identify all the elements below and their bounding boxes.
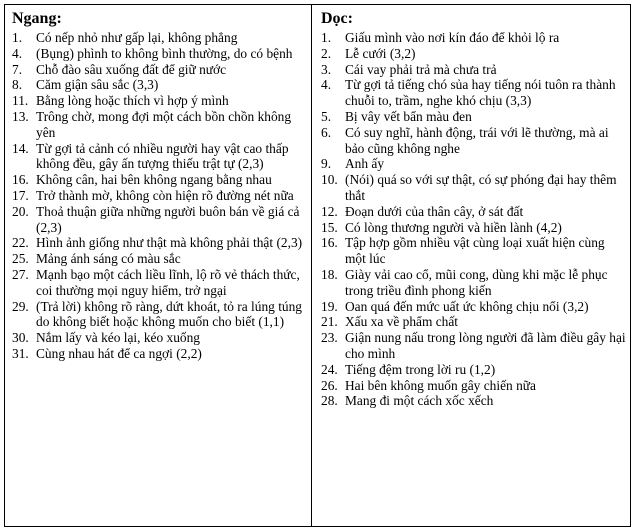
clue-text: Hình ảnh giống như thật mà không phải thật (2,3): [36, 235, 303, 251]
across-clue: [12, 267, 308, 299]
across-clue: [12, 330, 308, 346]
across-clue: [12, 62, 308, 78]
down-clue: [321, 235, 627, 267]
clue-number: 5.: [321, 108, 332, 124]
down-clue: [321, 204, 627, 220]
clue-text: Lễ cưới (3,2): [345, 45, 416, 61]
across-clue: [12, 204, 308, 236]
across-clue: [12, 251, 308, 267]
clue-text: Có suy nghĩ, hành động, trái với lẽ thường, mà ai bảo cũng không nghe: [345, 124, 609, 156]
clue-number: 19.: [321, 298, 338, 314]
clue-text: Mảng ánh sáng có màu sắc: [36, 251, 181, 267]
across-clue: [12, 109, 308, 141]
across-column: [5, 5, 312, 526]
clue-number: 22.: [12, 235, 29, 251]
across-clue: [12, 93, 308, 109]
clue-number: 4.: [12, 45, 23, 61]
clue-text: Trông chờ, mong đợi một cách bồn chồn không yên: [36, 108, 292, 140]
clue-number: 2.: [321, 45, 332, 61]
clue-text: Có lòng thương người và hiền lành (4,2): [345, 219, 562, 235]
clue-number: 23.: [321, 330, 338, 346]
down-clue: [321, 378, 627, 394]
clue-text: Tiếng đệm trong lời ru (1,2): [345, 361, 496, 377]
clue-text: Giày vải cao cổ, mũi cong, dùng khi mặc lễ phục trong triều đình phong kiến: [345, 266, 608, 298]
clue-number: 20.: [12, 203, 29, 219]
clue-text: Xấu xa về phẩm chất: [345, 314, 459, 330]
clue-text: Nắm lấy và kéo lại, kéo xuống: [36, 330, 200, 346]
clue-text: Giận nung nấu trong lòng người đã làm điều gây hại cho mình: [345, 330, 626, 361]
across-clue: [12, 235, 308, 251]
clue-text: Mạnh bạo một cách liều lĩnh, lộ rõ vẻ thách thức, coi thường mọi nguy hiểm, trở ngại: [36, 266, 300, 298]
clue-text: Chỗ đào sâu xuống đất để giữ nước: [36, 61, 227, 77]
across-clue: [12, 299, 308, 331]
clue-number: 28.: [321, 393, 338, 409]
clue-number: 21.: [321, 314, 338, 330]
clue-text: Hai bên không muốn gây chiến nữa: [345, 377, 536, 393]
clue-number: 30.: [12, 330, 29, 346]
clue-number: 13.: [12, 108, 29, 124]
clue-number: 24.: [321, 361, 338, 377]
clue-number: 10.: [321, 172, 338, 188]
clue-number: 16.: [321, 235, 338, 251]
clue-number: 14.: [12, 140, 29, 156]
clue-text: Có nếp nhỏ như gấp lại, không phẳng: [36, 30, 238, 45]
down-clue: [321, 362, 627, 378]
clue-text: Mang đi một cách xốc xếch: [345, 393, 494, 409]
across-clue-list: [12, 30, 308, 362]
clue-text: Bằng lòng hoặc thích vì hợp ý mình: [36, 93, 229, 109]
clue-text: Đoạn dưới của thân cây, ở sát đất: [345, 203, 524, 219]
across-clue: [12, 46, 308, 62]
clue-number: 11.: [12, 93, 29, 109]
clue-number: 15.: [321, 219, 338, 235]
down-clue: [321, 267, 627, 299]
clue-text: Cùng nhau hát để ca ngợi (2,2): [36, 345, 202, 361]
clue-number: 6.: [321, 124, 332, 140]
clue-text: Cái vay phải trả mà chưa trả: [345, 61, 497, 77]
down-clue: [321, 393, 627, 409]
clue-number: 25.: [12, 251, 29, 267]
down-clue: [321, 314, 627, 330]
down-clue: [321, 330, 627, 362]
clue-number: 3.: [321, 61, 332, 77]
clue-text: (Bụng) phình to không bình thường, do có bệnh: [36, 45, 293, 61]
down-clue: [321, 109, 627, 125]
down-clue: [321, 30, 627, 46]
clue-text: (Nói) quá so với sự thật, có sự phóng đại hay thêm thắt: [345, 172, 617, 203]
clue-number: 27.: [12, 266, 29, 282]
clue-text: Anh ấy: [345, 156, 385, 172]
clue-number: 29.: [12, 298, 29, 314]
across-clue: [12, 172, 308, 188]
clue-text: Từ gợi tả cảnh có nhiều người hay vật cao thấp không đều, gây ấn tượng thiếu trật tự (2,3): [36, 140, 289, 172]
clue-number: 26.: [321, 377, 338, 393]
clue-number: 17.: [12, 187, 29, 203]
down-clue: [321, 156, 627, 172]
clue-number: 12.: [321, 203, 338, 219]
down-clue: [321, 62, 627, 78]
across-clue: [12, 141, 308, 173]
clue-text: Giấu mình vào nơi kín đáo để khỏi lộ ra: [345, 30, 560, 45]
across-heading: Ngang:: [12, 10, 62, 27]
down-clue: [321, 172, 627, 204]
down-clue: [321, 46, 627, 62]
down-column: [312, 5, 630, 526]
clue-text: Từ gợi tả tiếng chó sủa hay tiếng nói tuôn ra thành chuỗi to, trầm, nghe khó chịu (3,3): [345, 77, 616, 109]
clue-text: Căm giận sâu sắc (3,3): [36, 77, 159, 93]
clue-text: (Trả lời) không rõ ràng, dứt khoát, tỏ ra lúng túng do không biết hoặc không muốn cho biết (1,1): [36, 298, 303, 330]
clue-text: Thoả thuận giữa những người buôn bán về giá cả (2,3): [36, 203, 300, 235]
across-clue: [12, 77, 308, 93]
down-clue: [321, 125, 627, 157]
down-heading: Dọc:: [321, 10, 353, 27]
down-clue: [321, 299, 627, 315]
clue-number: 4.: [321, 77, 332, 93]
clue-text: Trở thành mờ, không còn hiện rõ đường nét nữa: [36, 187, 294, 203]
clue-text: Oan quá đến mức uất ức không chịu nổi (3,2): [345, 298, 589, 314]
crossword-clues-table: [4, 4, 631, 527]
clue-number: 18.: [321, 266, 338, 282]
down-clue-list: [321, 30, 627, 409]
clue-number: 1.: [321, 30, 332, 45]
clue-number: 1.: [12, 30, 23, 45]
clue-number: 9.: [321, 156, 332, 172]
clue-text: Tập hợp gồm nhiều vật cùng loại xuất hiện cùng một lúc: [345, 235, 605, 267]
across-clue: [12, 346, 308, 362]
clue-number: 7.: [12, 61, 23, 77]
down-clue: [321, 77, 627, 109]
across-clue: [12, 30, 308, 46]
clue-number: 16.: [12, 172, 29, 188]
clue-text: Không cân, hai bên không ngang bằng nhau: [36, 172, 272, 188]
down-clue: [321, 220, 627, 236]
across-clue: [12, 188, 308, 204]
clue-number: 31.: [12, 345, 29, 361]
clue-text: Bị vây vết bẩn màu đen: [345, 108, 472, 124]
clue-number: 8.: [12, 77, 23, 93]
